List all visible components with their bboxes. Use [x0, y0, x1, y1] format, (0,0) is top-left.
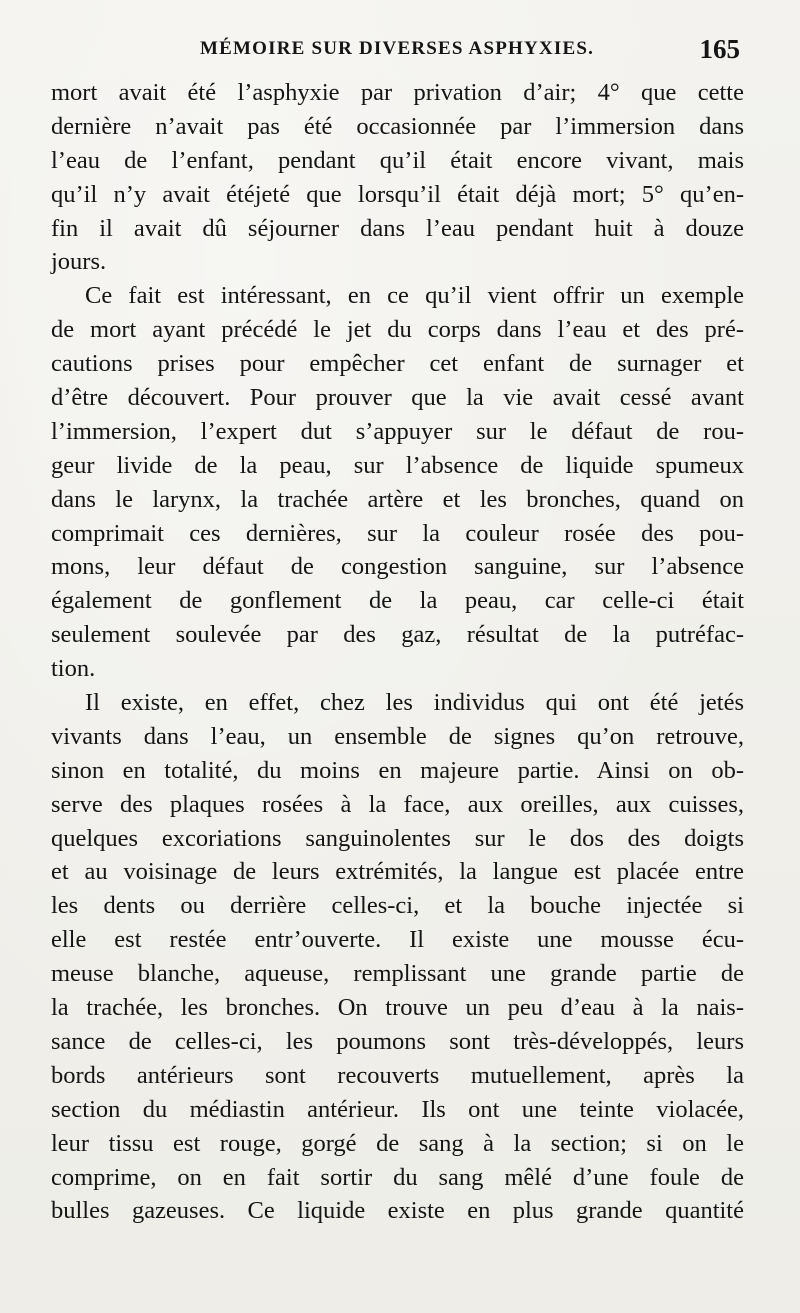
text-line: qu’il n’y avait étéjeté que lorsqu’il était déjà mort; 5° qu’en- [51, 180, 744, 208]
text-line: tion. [51, 655, 96, 683]
text-line: mons, leur défaut de congestion sanguine, sur l’absence [51, 553, 744, 581]
text-line: dans le larynx, la trachée artère et les bronches, quand on [51, 485, 744, 513]
text-line: vivants dans l’eau, un ensemble de signes qu’on retrouve, [51, 722, 744, 750]
text-line: sinon en totalité, du moins en majeure partie. Ainsi on ob- [51, 756, 744, 784]
text-line: elle est restée entr’ouverte. Il existe une mousse écu- [51, 926, 744, 954]
text-line: la trachée, les bronches. On trouve un peu d’eau à la nais- [51, 994, 744, 1022]
page-number: 165 [699, 34, 740, 64]
text-line: d’être découvert. Pour prouver que la vie avait cessé avant [51, 384, 744, 412]
text-line: bulles gazeuses. Ce liquide existe en plus grande quantité [51, 1197, 744, 1225]
text-line: cautions prises pour empêcher cet enfant de surnager et [51, 350, 744, 378]
text-line: mort avait été l’asphyxie par privation d’air; 4° que cette [51, 79, 744, 106]
text-line: leur tissu est rouge, gorgé de sang à la section; si on le [51, 1129, 744, 1157]
paragraph-2 [51, 279, 744, 686]
text-line: sance de celles-ci, les poumons sont très-développés, leurs [51, 1027, 744, 1055]
text-line: section du médiastin antérieur. Ils ont une teinte violacée, [51, 1095, 744, 1123]
text-line: jours. [51, 248, 107, 276]
text-line: Il existe, en effet, chez les individus qui ont été jetés [85, 689, 744, 717]
text-line: seulement soulevée par des gaz, résultat de la putréfac- [51, 621, 744, 649]
text-line: serve des plaques rosées à la face, aux oreilles, aux cuisses, [51, 790, 744, 818]
running-title: MÉMOIRE SUR DIVERSES ASPHYXIES. [200, 38, 595, 59]
text-line: l’immersion, l’expert dut s’appuyer sur le défaut de rou- [51, 417, 744, 445]
text-line: meuse blanche, aqueuse, remplissant une grande partie de [51, 960, 744, 988]
page-header [200, 34, 740, 70]
paragraph-1 [51, 76, 744, 279]
text-line: geur livide de la peau, sur l’absence de liquide spumeux [51, 451, 744, 479]
text-line: comprimait ces dernières, sur la couleur rosée des pou- [51, 519, 744, 547]
text-line: Ce fait est intéressant, en ce qu’il vient offrir un exemple [85, 282, 744, 310]
text-line: les dents ou derrière celles-ci, et la bouche injectée si [51, 892, 744, 920]
text-line: bords antérieurs sont recouverts mutuellement, après la [51, 1061, 744, 1089]
page-body [51, 76, 744, 1228]
text-line: dernière n’avait pas été occasionnée par l’immersion dans [51, 112, 744, 140]
text-line: fin il avait dû séjourner dans l’eau pendant huit à douze [51, 214, 744, 242]
text-line: de mort ayant précédé le jet du corps dans l’eau et des pré- [51, 316, 744, 344]
text-line: comprime, on en fait sortir du sang mêlé d’une foule de [51, 1163, 744, 1191]
paragraph-3 [51, 686, 744, 1228]
text-line: quelques excoriations sanguinolentes sur le dos des doigts [51, 824, 744, 852]
text-line: l’eau de l’enfant, pendant qu’il était encore vivant, mais [51, 146, 744, 174]
text-line: et au voisinage de leurs extrémités, la langue est placée entre [51, 858, 744, 886]
text-line: également de gonflement de la peau, car celle-ci était [51, 587, 744, 615]
